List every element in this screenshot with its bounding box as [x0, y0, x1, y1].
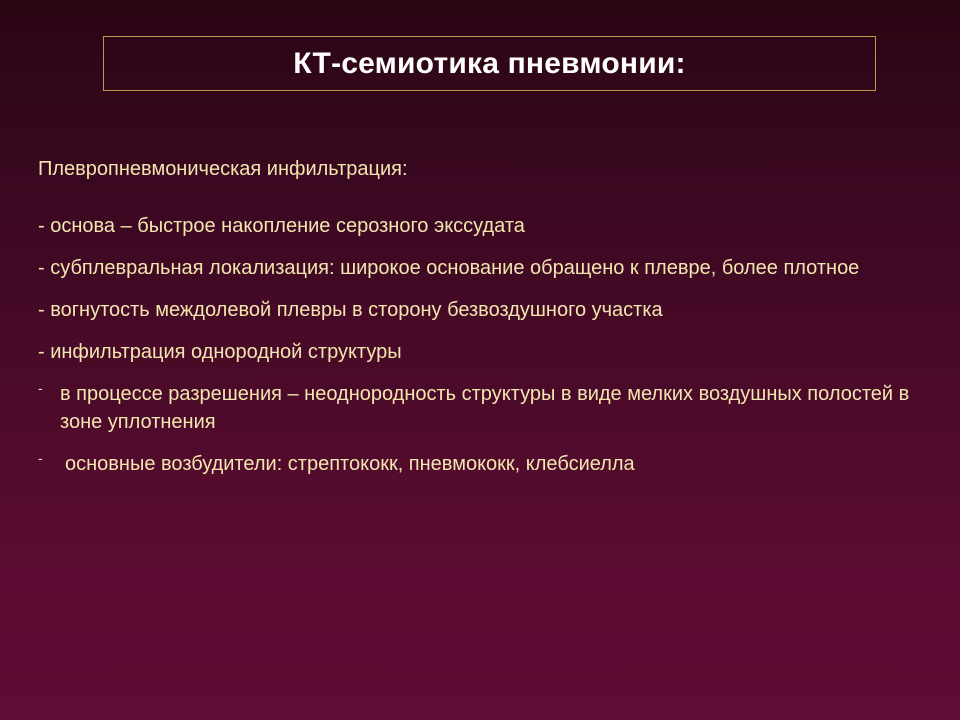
bullet-dash: - [38, 380, 43, 396]
title-frame [103, 36, 876, 91]
bullet-dash: - [38, 450, 43, 466]
list-item-text: - основа – быстрое накопление серозного экссудата [38, 215, 525, 237]
list-item-text: основные возбудители: стрептококк, пневмококк, клебсиелла [65, 453, 635, 475]
bullet-list [38, 212, 950, 492]
list-item [38, 254, 950, 282]
list-item [38, 296, 950, 324]
list-item [38, 380, 950, 436]
list-item [38, 212, 950, 240]
list-item [38, 338, 950, 366]
list-item [38, 450, 950, 478]
list-item-text: в процессе разрешения – неоднородность структуры в виде мелких воздушных полостей в зоне уплотнения [60, 383, 910, 433]
section-heading: Плевропневмоническая инфильтрация: [38, 158, 408, 180]
list-item-text: - субплевральная локализация: широкое основание обращено к плевре, более плотное [38, 257, 860, 279]
slide-title: КТ-семиотика пневмонии: [293, 46, 686, 80]
list-item-text: - инфильтрация однородной структуры [38, 341, 402, 363]
list-item-text: - вогнутость междолевой плевры в сторону безвоздушного участка [38, 299, 663, 321]
